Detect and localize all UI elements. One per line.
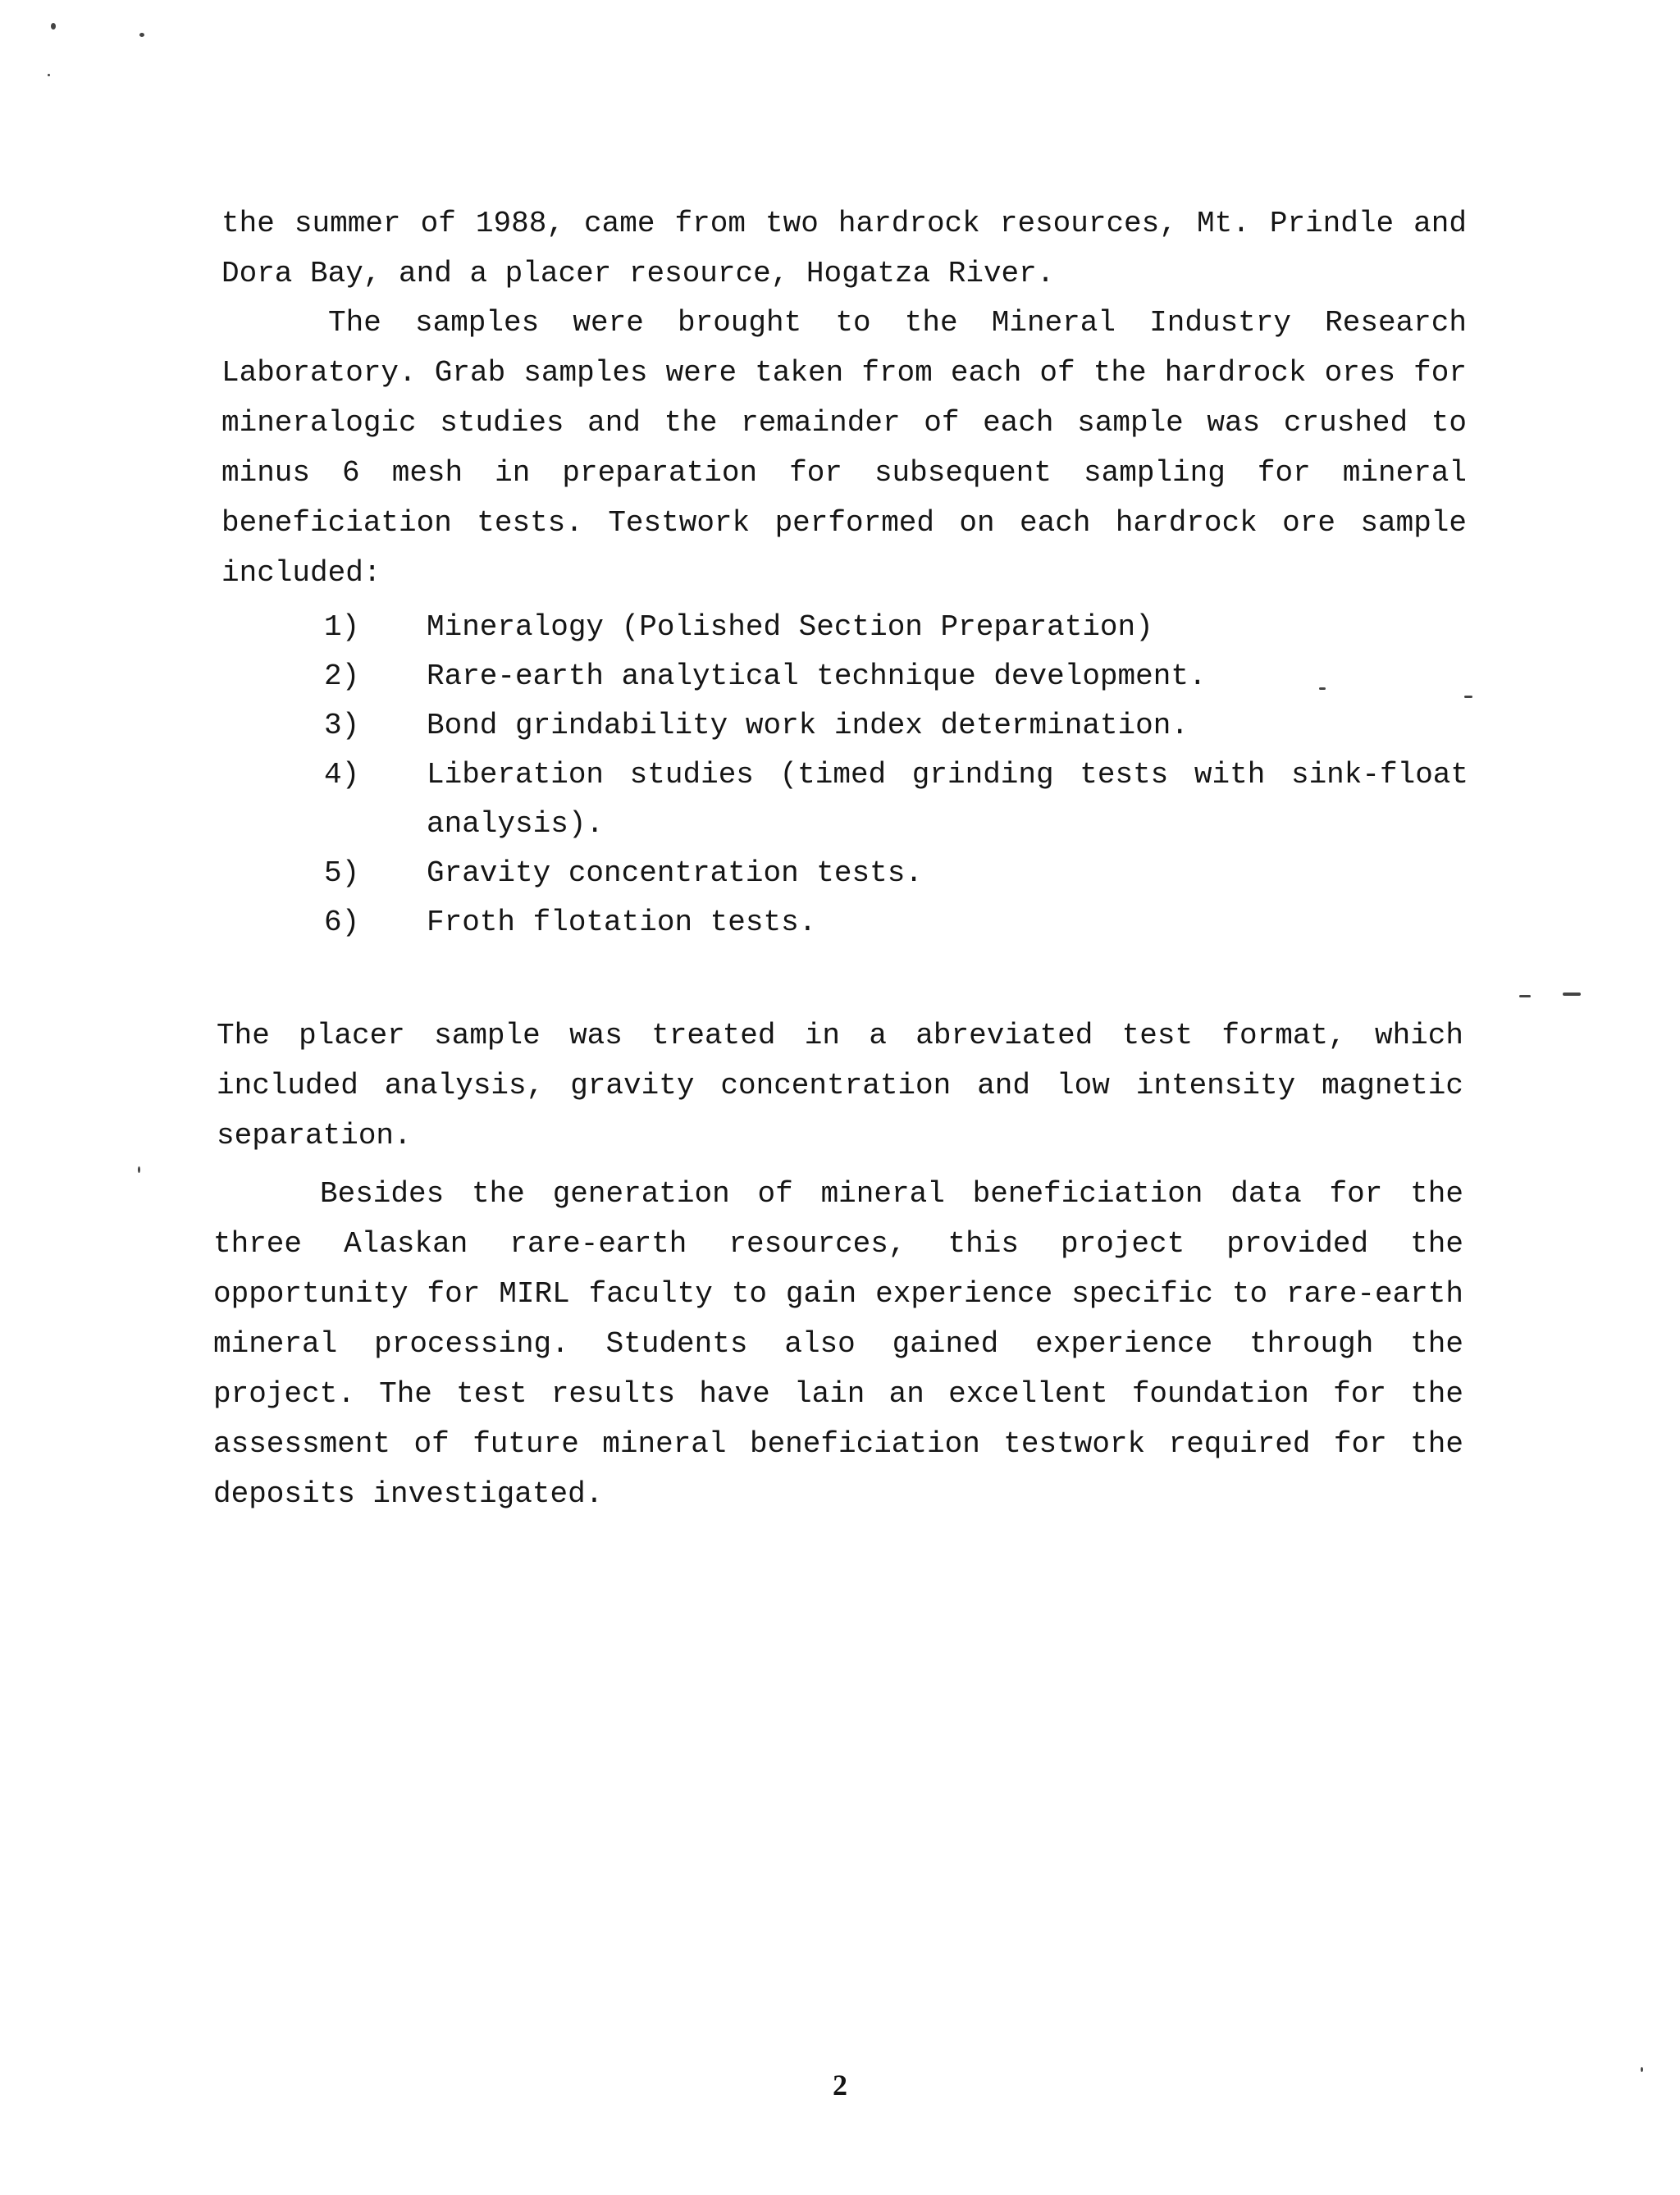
scan-speck [51,23,56,30]
list-item-text: Gravity concentration tests. [427,856,923,890]
list-item [221,849,1468,898]
list-item-number: 5) [324,856,360,890]
list-item-number: 1) [324,610,360,644]
list-item [221,701,1468,751]
scan-speck [48,74,50,76]
list-item [221,751,1468,849]
paragraph-placer: The placer sample was treated in a abreviated test format, which included analysis, gravity concentration and low intensity magnetic separation. [217,1019,1463,1152]
list-item [221,652,1468,701]
list-item-text: Mineralogy (Polished Section Preparation) [427,610,1153,644]
testwork-list [221,603,1468,947]
scan-speck [1319,687,1326,690]
list-item-number: 3) [324,709,360,742]
scan-speck [139,33,144,37]
list-item [221,603,1468,652]
list-item-number: 4) [324,758,360,792]
paragraph-intro: the summer of 1988, came from two hardrock resources, Mt. Prindle and Dora Bay, and a placer resource, Hogatza River. [221,207,1467,290]
scan-speck [1519,995,1531,997]
page-number: 2 [833,2069,847,2101]
scan-speck [1641,2067,1643,2072]
list-item-number: 6) [324,906,360,939]
scan-speck [138,1166,140,1173]
scan-speck [1464,696,1472,698]
list-item-text: Rare-earth analytical technique development. [427,659,1207,693]
list-item-text: Liberation studies (timed grinding tests with sink-float analysis). [427,758,1468,841]
list-item-text: Bond grindability work index determination. [427,709,1189,742]
list-item-number: 2) [324,659,360,693]
list-item [221,898,1468,947]
scan-speck [1563,993,1581,996]
paragraph-besides: Besides the generation of mineral beneficiation data for the three Alaskan rare-earth resources, this project provided the opportunity for MIRL faculty to gain experience specific to rare-earth mineral processing. Students also gained experience through the project. The test results have lain an excellent foundation for the assessment of future mineral beneficiation testwork required for the deposits investigated. [213,1177,1463,1511]
list-item-text: Froth flotation tests. [427,906,817,939]
paragraph-laboratory: The samples were brought to the Mineral Industry Research Laboratory. Grab samples were taken from each of the hardrock ores for mineralogic studies and the remainder of each sample was crushed to minus 6 mesh in preparation for subsequent sampling for mineral beneficiation tests. Testwork performed on each hardrock ore sample included: [221,306,1467,590]
